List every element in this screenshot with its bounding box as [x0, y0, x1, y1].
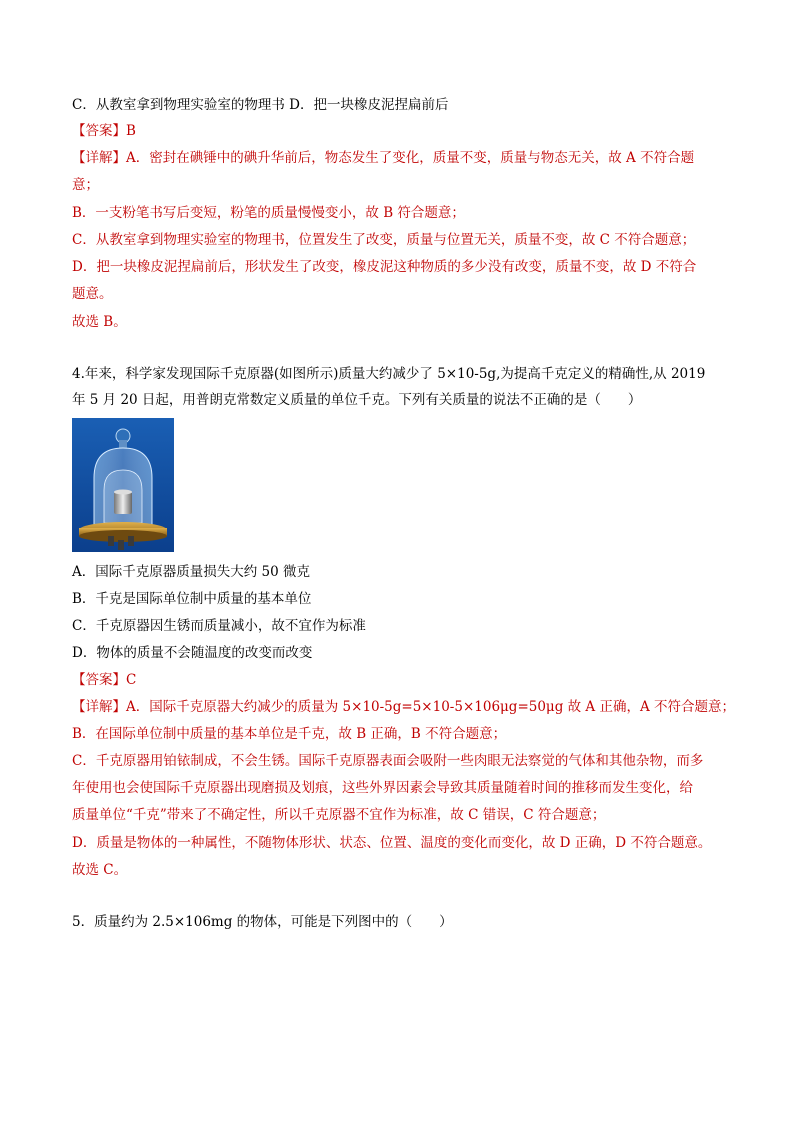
q3-conclusion: 故选 B。 [72, 314, 127, 330]
answer-value: C [126, 672, 137, 688]
q4-detail-a [72, 698, 735, 716]
q5-stem: 5．质量约为 2.5×106mg 的物体，可能是下列图中的（ ） [72, 914, 453, 930]
q3-detail-c: C．从教室拿到物理实验室的物理书，位置发生了改变，质量与位置无关，质量不变，故 C 不符合题意； [72, 232, 696, 248]
q4-detail-b: B．在国际单位制中质量的基本单位是千克，故 B 正确，B 不符合题意； [72, 726, 507, 742]
answer-tag: 【答案】 [72, 123, 126, 139]
q4-conclusion: 故选 C。 [72, 862, 128, 878]
q4-detail-c-line2: 年使用也会使国际千克原器出现磨损及划痕，这些外界因素会导致其质量随着时间的推移而发生变化，给 [72, 780, 693, 796]
q3-detail-b: B．一支粉笔书写后变短，粉笔的质量慢慢变小，故 B 符合题意； [72, 205, 465, 221]
kilogram-prototype-photo [72, 418, 174, 552]
q3-detail-a-line2: 意； [72, 177, 99, 193]
q4-option-a: A．国际千克原器质量损失大约 50 微克 [72, 564, 311, 580]
q3-detail-d-line1: D．把一块橡皮泥捏扁前后，形状发生了改变，橡皮泥这种物质的多少没有改变，质量不变，故 D 不符合 [72, 259, 697, 275]
detail-tag: 【详解】 [72, 150, 126, 166]
q4-detail-d: D．质量是物体的一种属性，不随物体形状、状态、位置、温度的变化而变化，故 D 正确，D 不符合题意。 [72, 835, 712, 851]
q4-detail-c-line3: 质量单位“千克”带来了不确定性，所以千克原器不宜作为标准，故 C 错误，C 符合题意； [72, 807, 606, 823]
q4-option-b: B．千克是国际单位制中质量的基本单位 [72, 591, 312, 607]
q3-detail-a-line1 [72, 149, 694, 167]
q4-option-d: D．物体的质量不会随温度的改变而改变 [72, 645, 313, 661]
q3-option-cd: C．从教室拿到物理实验室的物理书 D．把一块橡皮泥捏扁前后 [72, 97, 449, 113]
answer-value: B [126, 123, 136, 139]
q4-stem-line1: 4.年来，科学家发现国际千克原器(如图所示)质量大约减少了 5×10-5g,为提高千克定义的精确性,从 2019 [72, 366, 706, 382]
q4-stem-line2: 年 5 月 20 日起，用普朗克常数定义质量的单位千克。下列有关质量的说法不正确的是（ ） [72, 392, 642, 408]
detail-text: A．国际千克原器大约减少的质量为 5×10-5g=5×10-5×106μg=50μg 故 A 正确，A 不符合题意； [126, 699, 736, 715]
q4-option-c: C．千克原器因生锈而质量减小，故不宜作为标准 [72, 618, 366, 634]
q4-answer [72, 671, 136, 689]
q3-answer [72, 122, 136, 140]
q4-detail-c-line1: C．千克原器用铂铱制成，不会生锈。国际千克原器表面会吸附一些肉眼无法察觉的气体和其他杂物，而多 [72, 753, 704, 769]
answer-tag: 【答案】 [72, 672, 126, 688]
detail-tag: 【详解】 [72, 699, 126, 715]
detail-text: A．密封在碘锤中的碘升华前后，物态发生了变化，质量不变，质量与物态无关，故 A 不符合题 [126, 150, 695, 166]
q3-detail-d-line2: 题意。 [72, 286, 113, 302]
